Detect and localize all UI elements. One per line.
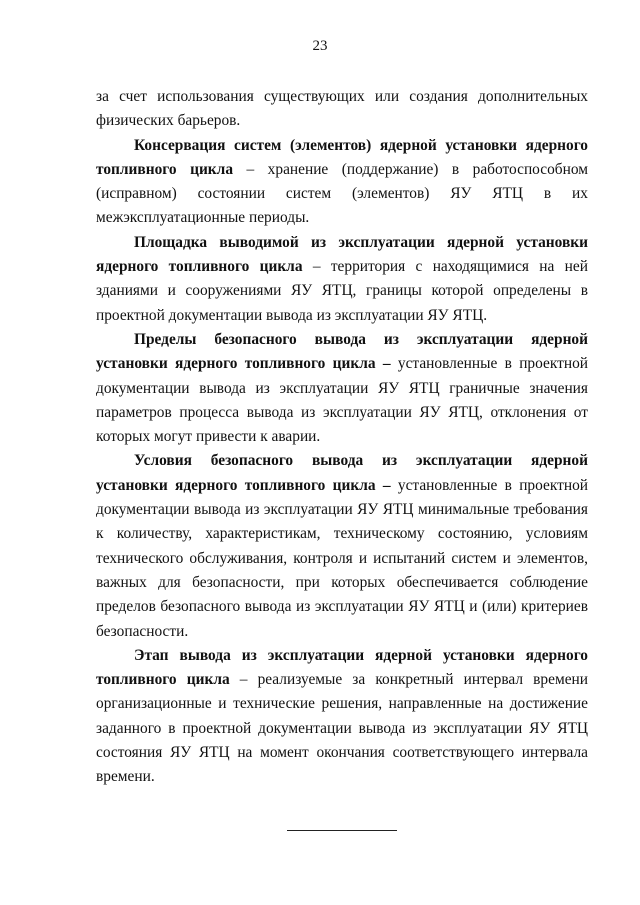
definition-dash: –: [233, 160, 268, 178]
definition-term: Консервация систем (элементов) ядерной установки ядерного топливного цикла: [96, 136, 588, 178]
definition-term: Пределы безопасного вывода из эксплуатации ядерной установки ядерного топливного цикла: [96, 330, 588, 373]
definition-term: Условия безопасного вывода из эксплуатации ядерной установки ядерного топливного цикла: [96, 452, 588, 494]
definition-site: [96, 231, 588, 328]
definition-limits: [96, 328, 588, 449]
definition-text: установленные в проектной документации вывода из эксплуатации ЯУ ЯТЦ минимальные требования к количеству, характеристикам, техническому состоянию, условиям технического обслуживания, контроля и испытаний систем и элементов, важных для безопасности, при которых обеспечивается соблюдение пределов безопасного вывода из эксплуатации ЯУ ЯТЦ и (или) критериев безопасности.: [96, 476, 589, 640]
definition-text: реализуемые за конкретный интервал времени организационные и технические решения, направленные на достижение заданного в проектной документации вывода из эксплуатации ЯУ ЯТЦ состояния ЯУ ЯТЦ на момент окончания соответствующего интервала времени.: [96, 671, 588, 786]
definition-term: Этап вывода из эксплуатации ядерной установки ядерного топливного цикла: [96, 646, 588, 689]
definition-dash: –: [375, 476, 398, 494]
definition-dash: –: [229, 671, 258, 689]
definition-term: Площадка выводимой из эксплуатации ядерной установки ядерного топливного цикла: [96, 233, 588, 276]
page-number: 23: [312, 38, 328, 54]
paragraph-text: за счет использования существующих или создания дополнительных физических барьеров.: [96, 88, 588, 130]
paragraph-continuation: [96, 85, 588, 134]
definition-dash: –: [375, 355, 398, 373]
definition-text: территория с находящимися на ней зданиями и сооружениями ЯУ ЯТЦ, границы которой определены в проектной документации вывода из эксплуатации ЯУ ЯТЦ.: [96, 258, 588, 324]
definition-conditions: [96, 449, 588, 643]
definition-conservation: [96, 134, 588, 231]
definition-stage: [96, 644, 588, 790]
definition-text: установленные в проектной документации вывода из эксплуатации ЯУ ЯТЦ граничные значения параметров процесса вывода из эксплуатации ЯУ ЯТЦ, отклонения от которых могут привести к аварии.: [96, 355, 589, 446]
end-rule-divider: [287, 830, 397, 831]
definition-dash: –: [302, 258, 331, 276]
document-body: [96, 85, 588, 790]
definition-text: хранение (поддержание) в работоспособном (исправном) состоянии систем (элементов) ЯУ ЯТЦ в их межэксплуатационные периоды.: [96, 160, 588, 227]
